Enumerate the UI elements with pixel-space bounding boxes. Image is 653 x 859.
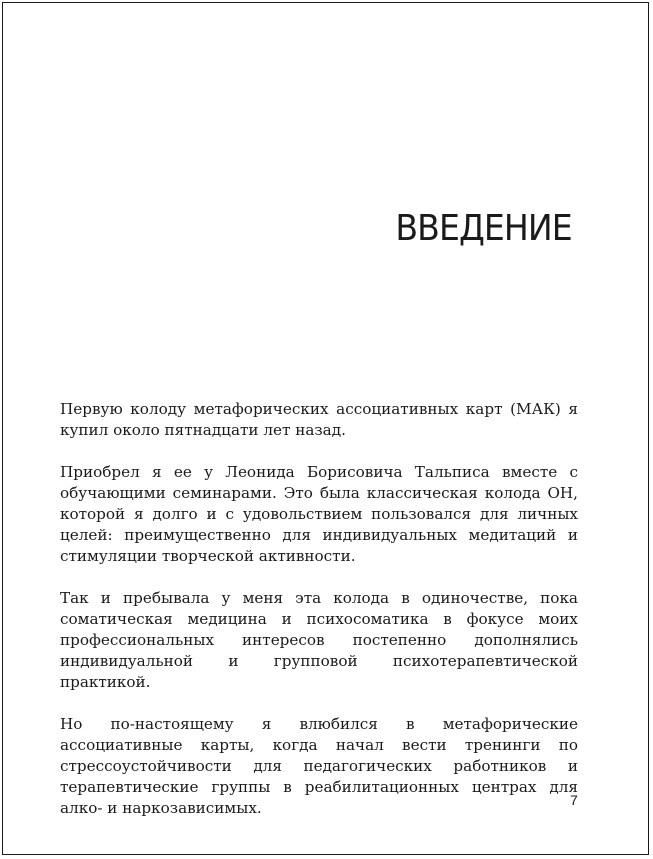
chapter-title: ВВЕДЕНИЕ <box>395 208 572 249</box>
page-number: 7 <box>570 792 578 808</box>
paragraph-3: Так и пребывала у меня эта колода в одиночестве, пока соматическая медицина и психосоматика в фокусе моих профессиональных интересов постепенно дополнялись индивидуальной и групповой психотерапевтической практикой. <box>60 589 578 691</box>
paragraph-1: Первую колоду метафорических ассоциативных карт (МАК) я купил около пятнадцати лет назад. <box>60 400 578 439</box>
paragraph-4: Но по-настоящему я влюбился в метафорические ассоциативные карты, когда начал вести тренинги по стрессоустойчивости для педагогических работников и терапевтические группы в реабилитационных центрах для алко- и наркозависимых. <box>60 715 578 817</box>
book-page <box>2 2 649 855</box>
paragraph-2: Приобрел я ее у Леонида Борисовича Тальписа вместе с обучающими семинарами. Это была классическая колода ОН, которой я долго и с удовольствием пользовался для личных целей: преимущественно для индивидуальных медитаций и стимуляции творческой активности. <box>60 463 578 565</box>
body-text <box>60 399 578 819</box>
